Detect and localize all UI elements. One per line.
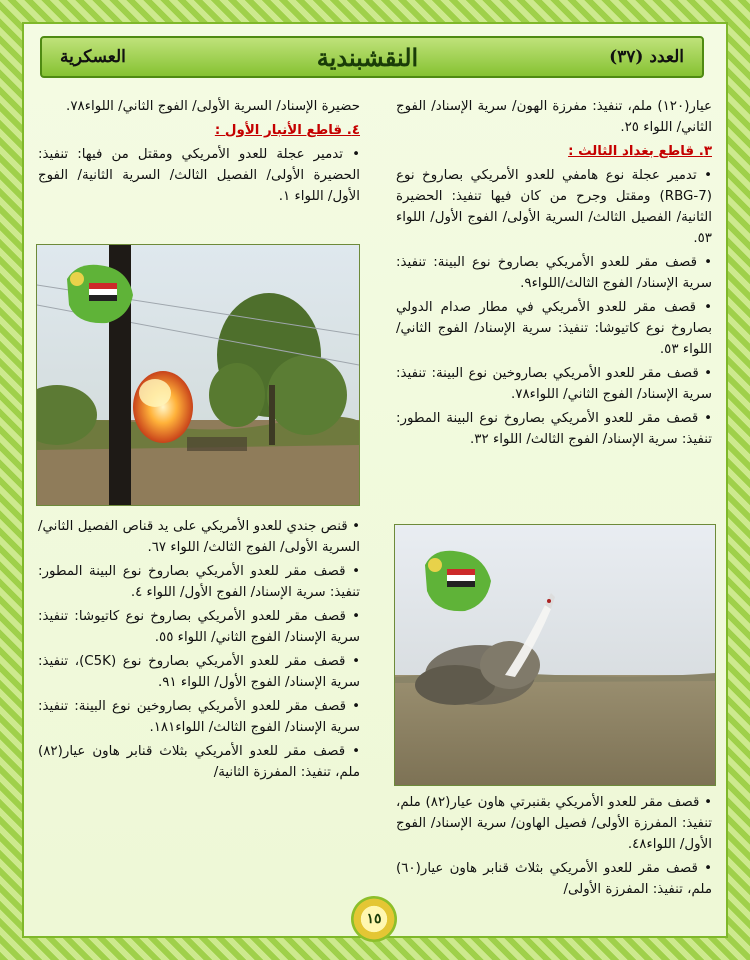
list-item: • قصف مقر للعدو الأمريكي بقنبرتي هاون عيار(٨٢) ملم، تنفيذ: المفرزة الأولى/ فصيل الهاون/ سرية الإسناد/ الفوج الأول/ اللواء٤٨. [396, 792, 712, 855]
photo-rocket-launch [394, 524, 716, 786]
list-item: • قصف مقر للعدو الأمريكي بصاروخين نوع البينة: تنفيذ: سرية الإسناد/ الفوج الثاني/ اللواء٧٨. [396, 363, 712, 405]
text-paragraph: عيار(١٢٠) ملم، تنفيذ: مفرزة الهون/ سرية الإسناد/ الفوج الثاني/ اللواء ٢٥. [396, 99, 712, 135]
page-header [40, 36, 704, 78]
list-item: • قنص جندي للعدو الأمريكي على يد قناص الفصيل الثاني/ السرية الأولى/ الفوج الثالث/ اللواء ٦٧. [38, 516, 360, 558]
right-column-bottom [396, 792, 712, 903]
photo-explosion [36, 244, 360, 506]
list-item: • قصف مقر للعدو الأمريكي بصاروخ نوع البينة: تنفيذ: سرية الإسناد/ الفوج الثالث/اللواء٩. [396, 252, 712, 294]
page-number-badge [351, 896, 397, 942]
list-item: • قصف مقر للعدو الأمريكي بصاروخين نوع البينة: تنفيذ: سرية الإسناد/ الفوج الثالث/ اللواء١٨١. [38, 696, 360, 738]
list-item: • قصف مقر للعدو الأمريكي في مطار صدام الدولي بصاروخ نوع كاتيوشا: تنفيذ: سرية الإسناد/ الفوج الثاني/ اللواء ٥٣. [396, 297, 712, 360]
left-column-bottom [38, 516, 360, 786]
text-paragraph: حضيرة الإسناد/ السرية الأولى/ الفوج الثاني/ اللواء٧٨. [66, 99, 360, 114]
list-item: • قصف مقر للعدو الأمريكي بصاروخ نوع (C5K)، تنفيذ: سرية الإسناد/ الفوج الأول/ اللواء ٩١. [38, 651, 360, 693]
issue-label: العدد (٣٧) [609, 47, 684, 67]
section-title-anbar-1: ٤. قاطع الأنبار الأول : [214, 123, 360, 138]
right-column-top [396, 96, 712, 453]
list-item: • قصف مقر للعدو الأمريكي بثلاث قنابر هاون عيار(٦٠) ملم، تنفيذ: المفرزة الأولى/ [396, 858, 712, 900]
section-label: العسكرية [60, 47, 126, 67]
list-item: • قصف مقر للعدو الأمريكي بصاروخ نوع كاتيوشا: تنفيذ: سرية الإسناد/ الفوج الثاني/ اللواء ٥٥. [38, 606, 360, 648]
explosion-image [37, 245, 359, 505]
list-item: • قصف مقر للعدو الأمريكي بثلاث قنابر هاون عيار(٨٢) ملم، تنفيذ: المفرزة الثانية/ [38, 741, 360, 783]
section-title-baghdad-3: ٣. قاطع بغداد الثالث : [568, 144, 712, 159]
magazine-title: النقشبندية [316, 42, 419, 72]
list-item: • قصف مقر للعدو الأمريكي بصاروخ نوع البينة المطور: تنفيذ: سرية الإسناد/ الفوج الثالث/ اللواء ٣٢. [396, 408, 712, 450]
left-column-top [38, 96, 360, 210]
list-item: • تدمير عجلة نوع هامفي للعدو الأمريكي بصاروخ نوع (RBG-7) ومقتل وجرح من كان فيها تنفيذ: الحضيرة الثانية/ الفصيل الثالث/ السرية الأولى/ الفوج الأول/ اللواء ٥٣. [396, 165, 712, 249]
rocket-launch-image [395, 525, 715, 785]
page-number: ١٥ [366, 911, 382, 927]
list-item: • قصف مقر للعدو الأمريكي بصاروخ نوع البينة المطور: تنفيذ: سرية الإسناد/ الفوج الأول/ اللواء ٤. [38, 561, 360, 603]
list-item: • تدمير عجلة للعدو الأمريكي ومقتل من فيها: تنفيذ: الحضيرة الأولى/ الفصيل الثالث/ السرية الثانية/ الفوج الأول/ اللواء ١. [38, 144, 360, 207]
